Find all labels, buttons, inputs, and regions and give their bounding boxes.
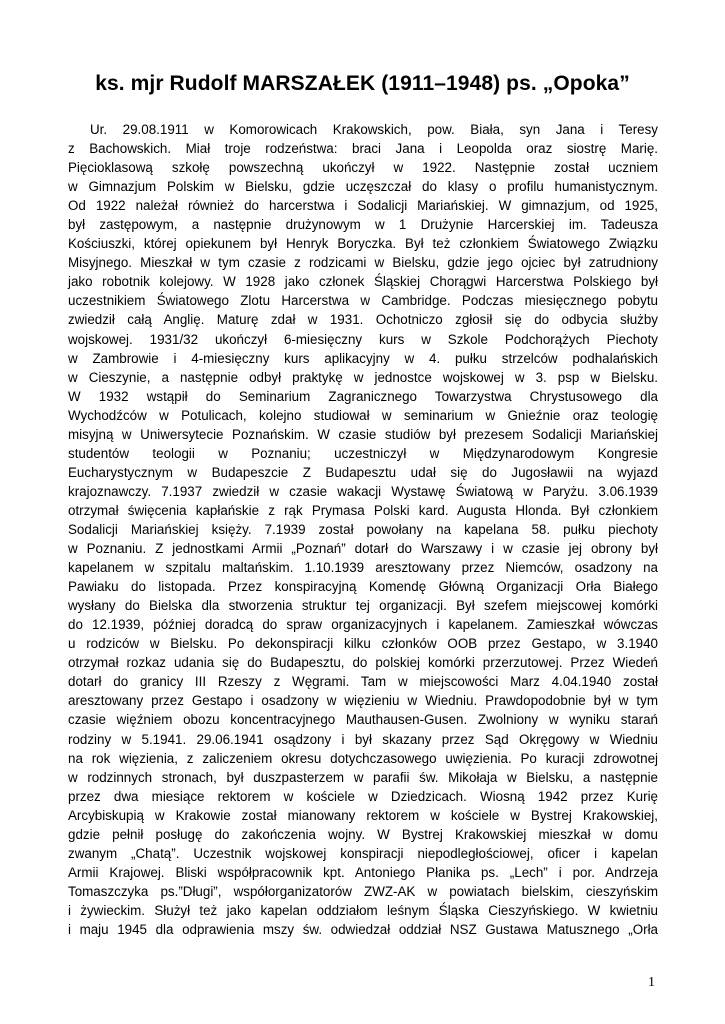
text-line: zwiedził całą Anglię. Maturę zdał w 1931. Ochotniczo zgłosił się do odbycia służby [68, 312, 658, 328]
text-line: był zastępowym, a następnie drużynowym w 1 Drużynie Harcerskiej im. Tadeusza [68, 217, 658, 233]
text-line: i żywieckim. Służył też jako kapelan oddziałom leśnym Śląska Cieszyńskiego. W kwietniu [68, 902, 658, 918]
text-line: w Gimnazjum Polskim w Bielsku, gdzie uczęszczał do klasy o profilu humanistycznym. [68, 179, 658, 195]
text-line: krajoznawczy. 7.1937 zwiedził w czasie wakacji Wystawę Światową w Paryżu. 3.06.1939 [68, 483, 658, 499]
text-line: Ur. 29.08.1911 w Komorowicach Krakowskich, pow. Biała, syn Jana i Teresy [90, 122, 658, 137]
text-line: z Bachowskich. Miał troje rodzeństwa: braci Jana i Leopolda oraz siostrę Marię. [68, 141, 658, 157]
page-number: 1 [648, 975, 655, 990]
text-line: Sodalicji Mariańskiej księży. 7.1939 został powołany na kapelana 58. pułku piechoty [68, 521, 658, 537]
biography-paragraph [68, 120, 658, 939]
text-line: rodziny w 5.1941. 29.06.1941 osądzony i był skazany przez Sąd Okręgowy w Wiedniu [68, 731, 658, 747]
text-line: Eucharystycznym w Budapeszcie Z Budapesztu udał się do Jugosławii na wyjazd [68, 464, 658, 480]
text-line: Kościuszki, której opiekunem był Henryk Boryczka. Był też członkiem Światowego Związku [68, 236, 658, 252]
text-line: przez dwa miesiące rektorem w kościele w Dziedzicach. Wiosną 1942 przez Kurię [68, 788, 658, 804]
text-line: Pawiaku do listopada. Przez konspiracyjną Komendę Główną Organizacji Orła Białego [68, 579, 658, 595]
text-line: wojskowej. 1931/32 ukończył 6-miesięczny kurs w Szkole Podchorążych Piechoty [68, 331, 658, 347]
text-line: Pięcioklasową szkołę powszechną ukończył w 1922. Następnie został uczniem [68, 160, 658, 176]
text-line: jako robotnik kolejowy. W 1928 jako członek Śląskiej Chorągwi Harcerstwa Polskiego był [68, 274, 658, 290]
text-line: na rok więzienia, z zaliczeniem okresu dotychczasowego uwięzienia. Po kuracji zdrowotnej [68, 750, 658, 766]
text-line: w rodzinnych stronach, był duszpasterzem w parafii św. Mikołaja w Bielsku, a następnie [68, 769, 658, 785]
text-line: otrzymał święcenia kapłańskie z rąk Prymasa Polski kard. Augusta Hlonda. Był członkiem [68, 502, 658, 518]
text-line: wysłany do Bielska dla stworzenia struktur tej organizacji. Był szefem miejscowej komórki [68, 598, 658, 614]
text-line: uczestnikiem Światowego Zlotu Harcerstwa w Cambridge. Podczas miesięcznego pobytu [68, 293, 658, 309]
text-line: Armii Krajowej. Bliski współpracownik kpt. Antoniego Płanika ps. „Lech” i por. Andrzeja [68, 864, 658, 880]
text-line: aresztowany przez Gestapo i osadzony w więzieniu w Wiedniu. Prawdopodobnie był w tym [68, 693, 658, 709]
text-line: do 12.1939, później doradcą do spraw organizacyjnych i kapelanem. Zamieszkał wówczas [68, 617, 658, 633]
text-line: Tomaszczyka ps.”Długi”, współorganizatorów ZWZ-AK w powiatach bielskim, cieszyńskim [68, 883, 658, 899]
text-line: w Cieszynie, a następnie odbył praktykę w jednostce wojskowej w 3. psp w Bielsku. [68, 369, 658, 385]
text-line: czasie więźniem obozu koncentracyjnego Mauthausen-Gusen. Zwolniony w wyniku starań [68, 712, 658, 728]
text-line: otrzymał rozkaz udania się do Budapesztu, do polskiej komórki przerzutowej. Przez Wiedeń [68, 655, 658, 671]
text-line: gdzie pełnił posługę do zakończenia wojny. W Bystrej Krakowskiej mieszkał w domu [68, 826, 658, 842]
text-line: dotarł do granicy III Rzeszy z Węgrami. Tam w miejscowości Marz 4.04.1940 został [68, 674, 658, 690]
text-line: u rodziców w Bielsku. Po dekonspiracji kilku członków OOB przez Gestapo, w 3.1940 [68, 636, 658, 652]
page-title: ks. mjr Rudolf MARSZAŁEK (1911–1948) ps. „Opoka” [95, 72, 630, 95]
text-line: W 1932 wstąpił do Seminarium Zagranicznego Towarzystwa Chrystusowego dla [68, 388, 658, 404]
text-line: zwanym „Chatą”. Uczestnik wojskowej konspiracji niepodległościowej, oficer i kapelan [68, 845, 658, 861]
text-line: w Poznaniu. Z jednostkami Armii „Poznań” dotarł do Warszawy i w czasie jej obrony był [68, 541, 658, 557]
text-line: w Zambrowie i 4-miesięczny kurs aplikacyjny w 4. pułku strzelców podhalańskich [68, 350, 658, 366]
text-line: Arcybiskupią w Krakowie został mianowany rektorem w kościele w Bystrej Krakowskiej, [68, 807, 658, 823]
text-line: kapelanem w szpitalu maltańskim. 1.10.1939 aresztowany przez Niemców, osadzony na [68, 560, 658, 576]
text-line: misyjną w Uniwersytecie Poznańskim. W czasie studiów był prezesem Sodalicji Mariańskiej [68, 426, 658, 442]
text-line: i maju 1945 dla odprawienia mszy św. odwiedzał oddział NSZ Gustawa Matusznego „Orła [68, 921, 658, 937]
text-line: studentów teologii w Poznaniu; uczestniczył w Międzynarodowym Kongresie [68, 445, 658, 461]
text-line: Od 1922 należał również do harcerstwa i Sodalicji Mariańskiej. W gimnazjum, od 1925, [68, 198, 658, 214]
text-line: Wychodźców w Potulicach, kolejno studiował w seminarium w Gnieźnie oraz teologię [68, 407, 658, 423]
text-line: Misyjnego. Mieszkał w tym czasie z rodzicami w Bielsku, gdzie jego ojciec był zatrudniony [68, 255, 658, 271]
